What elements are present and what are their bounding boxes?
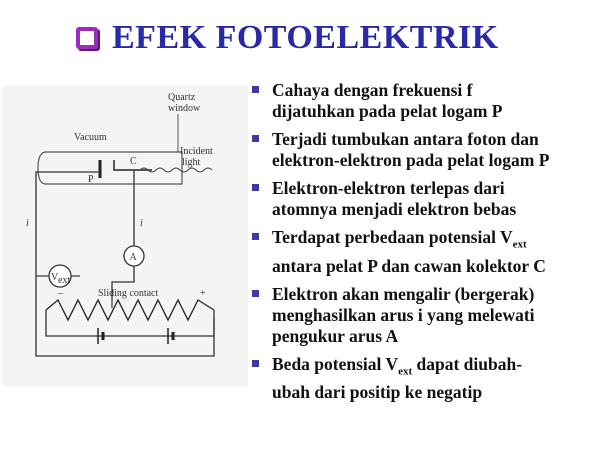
- label-incident: Incident: [180, 146, 213, 157]
- bullet-square-icon: [252, 290, 259, 297]
- label-p: P: [88, 174, 94, 185]
- bullet-square-icon: [252, 86, 259, 93]
- bullet-square-icon: [252, 184, 259, 191]
- photoelectric-circuit-diagram: [2, 86, 248, 386]
- bullet-item: Terjadi tumbukan antara foton dan elektron-elektron pada pelat logam P: [250, 129, 596, 171]
- label-window: window: [168, 103, 201, 114]
- label-current-right: i: [140, 218, 143, 229]
- bullet-item: Terdapat perbedaan potensial $V_{ext}$ antara pelat P dan cawan kolektor C: [250, 227, 596, 277]
- bullet-item: Elektron akan mengalir (bergerak) menghasilkan arus i yang melewati pengukur arus A: [250, 284, 596, 347]
- slide-title-row: [76, 14, 499, 62]
- ammeter-label: A: [129, 252, 137, 263]
- label-quartz: Quartz: [168, 92, 196, 103]
- label-sliding-contact: Sliding contact: [98, 288, 159, 299]
- bullet-item: Elektron-elektron terlepas dari atomnya menjadi elektron bebas: [250, 178, 596, 220]
- label-minus: –: [58, 288, 63, 299]
- bullet-item: Beda potensial $V_{ext}$ dapat diubah- ubah dari positip ke negatip: [250, 354, 596, 404]
- voltmeter-label: V: [51, 272, 59, 283]
- diagram-background: [2, 86, 248, 386]
- label-current-left: i: [26, 218, 29, 229]
- label-light: light: [182, 157, 201, 168]
- label-plus: +: [200, 288, 206, 299]
- bullet-square-icon: [252, 233, 259, 240]
- label-c: C: [130, 156, 137, 167]
- label-vacuum: Vacuum: [74, 132, 107, 143]
- bullet-square-icon: [252, 135, 259, 142]
- slide-title: EFEK FOTOELEKTRIK: [112, 19, 499, 56]
- checkbox-square-icon: [76, 27, 98, 49]
- bullet-item: Cahaya dengan frekuensi f dijatuhkan pada pelat logam P: [250, 80, 596, 122]
- voltmeter-sub-label: ext: [58, 275, 71, 286]
- bullet-list: [250, 80, 596, 410]
- bullet-square-icon: [252, 360, 259, 367]
